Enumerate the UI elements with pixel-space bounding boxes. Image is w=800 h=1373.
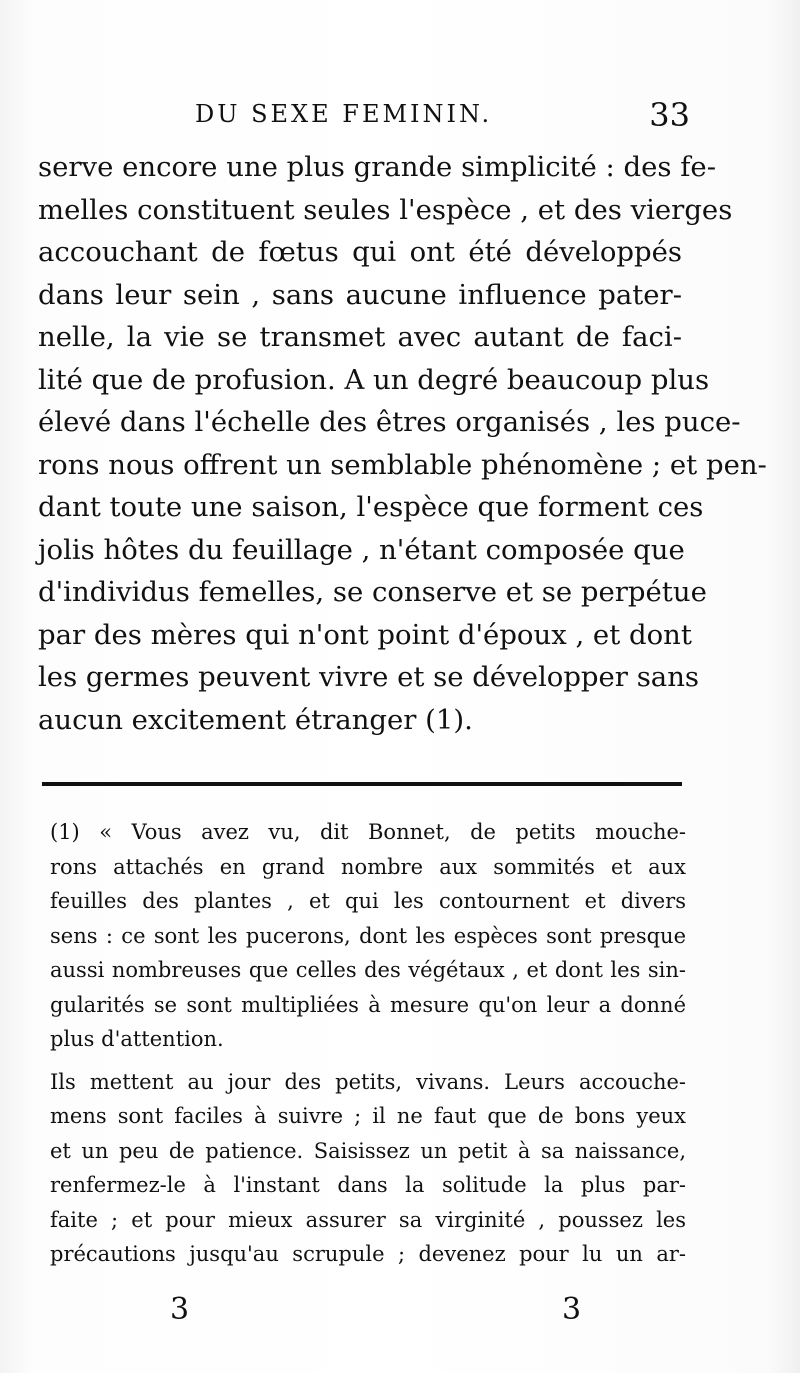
footnote-line: sens : ce sont les pucerons, dont les espèces sont presque xyxy=(50,923,686,948)
page-number: 33 xyxy=(649,96,690,134)
footnote-line: rons attachés en grand nombre aux sommités et aux xyxy=(50,854,686,879)
text-line: rons nous offrent un semblable phénomène ; et pen- xyxy=(38,448,767,481)
footnote-line: mens sont faciles à suivre ; il ne faut que de bons yeux xyxy=(50,1104,686,1128)
footnote xyxy=(50,815,686,1272)
text-line: dans leur sein , sans aucune influence pater- xyxy=(38,278,682,311)
footnote-line: renfermez-le à l'instant dans la solitude la plus par- xyxy=(50,1173,686,1197)
footnote-line: plus d'attention. xyxy=(50,1027,224,1051)
footnote-divider xyxy=(42,782,682,786)
signature-mark-left: 3 xyxy=(170,1292,190,1327)
text-line: jolis hôtes du feuillage , n'étant composée que xyxy=(38,533,685,566)
text-line: par des mères qui n'ont point d'époux , et dont xyxy=(38,618,692,651)
text-line: les germes peuvent vivre et se développer sans xyxy=(38,661,700,693)
running-title: DU SEXE FEMININ. xyxy=(195,100,493,128)
text-line: élevé dans l'échelle des êtres organisés , les puce- xyxy=(38,406,741,438)
footnote-line: feuilles des plantes , et qui les contournent et divers xyxy=(50,889,686,913)
text-line: melles constituent seules l'espèce , et des vierges xyxy=(38,193,733,226)
footnote-line: faite ; et pour mieux assurer sa virginité , poussez les xyxy=(50,1207,686,1232)
text-line: aucun excitement étranger (1). xyxy=(38,703,473,736)
footnote-line: (1) « Vous avez vu, dit Bonnet, de petits mouche- xyxy=(50,820,686,844)
text-line: nelle, la vie se transmet avec autant de faci- xyxy=(38,321,682,353)
signature-mark-right: 3 xyxy=(562,1292,582,1327)
paragraph-gap xyxy=(50,1057,686,1065)
main-text xyxy=(38,146,767,741)
footnote-line: Ils mettent au jour des petits, vivans. Leurs accouche- xyxy=(50,1069,686,1094)
page-header xyxy=(40,96,690,136)
footnote-line: aussi nombreuses que celles des végétaux , et dont les sin- xyxy=(50,958,686,982)
footnote-line: gularités se sont multipliées à mesure qu'on leur a donné xyxy=(50,992,686,1017)
text-line: dant toute une saison, l'espèce que forment ces xyxy=(38,491,704,523)
text-line: accouchant de fœtus qui ont été développés xyxy=(38,236,682,268)
text-line: serve encore une plus grande simplicité : des fe- xyxy=(38,151,716,183)
footnote-line: et un peu de patience. Saisissez un petit à sa naissance, xyxy=(50,1138,686,1163)
text-line: d'individus femelles, se conserve et se perpétue xyxy=(38,576,707,608)
footnote-line: précautions jusqu'au scrupule ; devenez pour lu un ar- xyxy=(50,1242,686,1266)
text-line: lité que de profusion. A un degré beaucoup plus xyxy=(38,363,710,396)
